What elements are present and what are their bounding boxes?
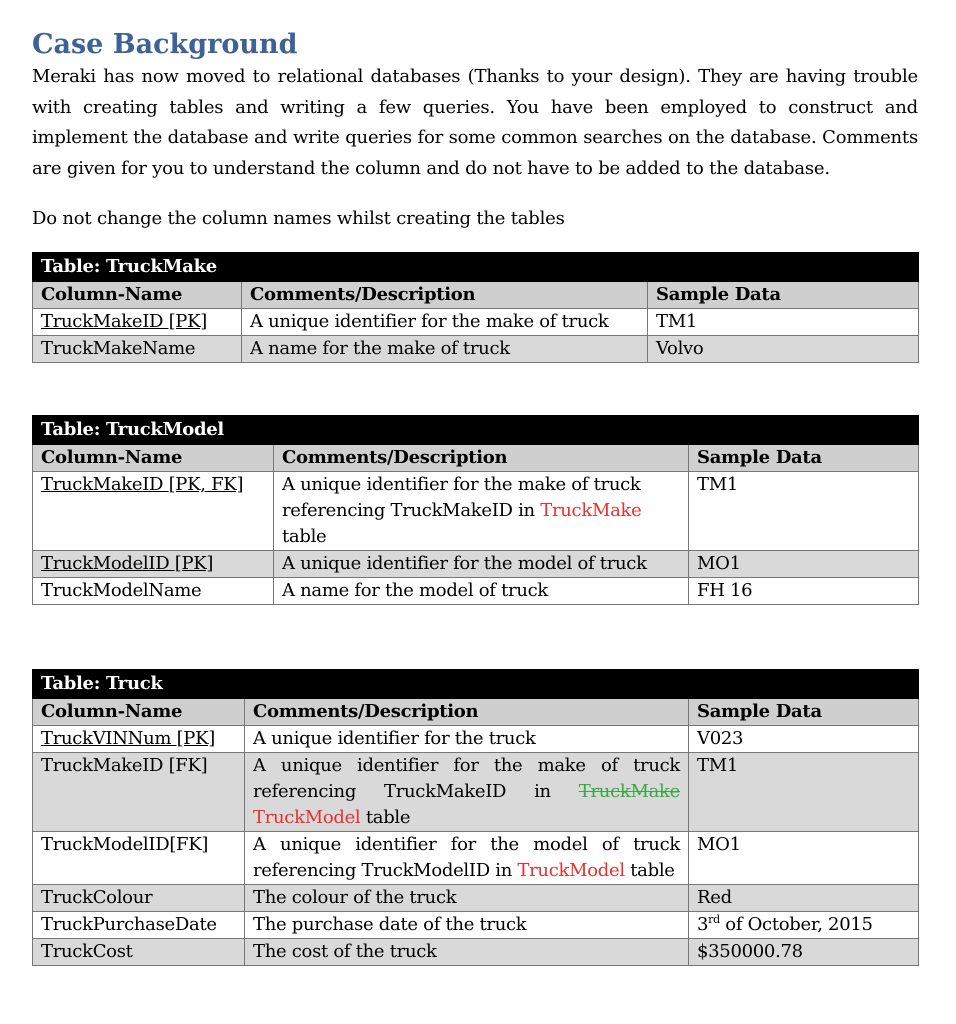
- description-cell: [245, 832, 689, 885]
- sample-cell: Volvo: [648, 336, 919, 363]
- header-sample: Sample Data: [689, 445, 919, 472]
- description-text: table: [360, 807, 411, 828]
- table-row: [33, 336, 919, 363]
- description-text: table: [624, 860, 675, 881]
- table-row: [33, 472, 919, 551]
- sample-cell: MO1: [689, 832, 919, 885]
- intro-paragraph: Meraki has now moved to relational databases (Thanks to your design). They are having trouble with creating tables and writing a few queries. You have been employed to construct and implement the database and write queries for some common searches on the database. Comments are given for you to understand the column and do not have to be added to the database.: [32, 66, 918, 179]
- description-cell: [245, 753, 689, 832]
- sample-cell: [689, 912, 919, 939]
- description-text: table: [282, 526, 327, 547]
- description-cell: A name for the model of truck: [274, 578, 689, 605]
- header-comments: Comments/Description: [242, 282, 648, 309]
- table-title: Table: Truck: [33, 670, 919, 699]
- column-name-cell: TruckCost: [33, 939, 245, 966]
- table-title: Table: TruckMake: [33, 253, 919, 282]
- reference-table-name: TruckMake: [540, 500, 642, 521]
- document: [32, 28, 918, 966]
- header-sample: Sample Data: [689, 699, 919, 726]
- description-cell: The purchase date of the truck: [245, 912, 689, 939]
- column-name-cell: TruckMakeName: [33, 336, 242, 363]
- sample-cell: FH 16: [689, 578, 919, 605]
- description-cell: [274, 472, 689, 551]
- header-sample: Sample Data: [648, 282, 919, 309]
- sample-date-rest: of October, 2015: [719, 914, 873, 935]
- description-cell: The cost of the truck: [245, 939, 689, 966]
- column-name-cell: TruckColour: [33, 885, 245, 912]
- description-text: A unique identifier for the model of truck referencing TruckModelID in: [253, 834, 680, 881]
- description-text: A unique identifier for the make of truck referencing TruckMakeID in: [253, 755, 680, 802]
- description-cell: A unique identifier for the make of truck: [242, 309, 648, 336]
- sample-cell: MO1: [689, 551, 919, 578]
- header-column-name: Column-Name: [33, 445, 274, 472]
- struck-reference-name: TruckMake: [578, 781, 680, 802]
- truckmake-table: [32, 252, 919, 363]
- table-row: [33, 726, 919, 753]
- table-row: [33, 753, 919, 832]
- table-row: [33, 578, 919, 605]
- column-name-cell: TruckModelName: [33, 578, 274, 605]
- description-cell: A unique identifier for the truck: [245, 726, 689, 753]
- column-name-cell: TruckMakeID [PK, FK]: [33, 472, 274, 551]
- description-cell: The colour of the truck: [245, 885, 689, 912]
- sample-cell: TM1: [689, 753, 919, 832]
- column-name-cell: TruckModelID[FK]: [33, 832, 245, 885]
- table-row: [33, 912, 919, 939]
- case-background-heading: Case Background: [32, 29, 298, 60]
- table-row: [33, 832, 919, 885]
- sample-cell: V023: [689, 726, 919, 753]
- table-row: [33, 551, 919, 578]
- description-cell: A unique identifier for the model of truck: [274, 551, 689, 578]
- sample-cell: TM1: [689, 472, 919, 551]
- table-row: [33, 939, 919, 966]
- column-name-cell: TruckPurchaseDate: [33, 912, 245, 939]
- reference-table-name: TruckModel: [253, 807, 361, 828]
- reference-table-name: TruckModel: [517, 860, 625, 881]
- header-comments: Comments/Description: [245, 699, 689, 726]
- truck-table: [32, 669, 919, 966]
- sample-ordinal: rd: [708, 913, 720, 926]
- description-text: A unique identifier for the make of truck referencing TruckMakeID in: [282, 474, 641, 521]
- table-row: [33, 309, 919, 336]
- truckmodel-table: [32, 415, 919, 605]
- sample-cell: $350000.78: [689, 939, 919, 966]
- table-title: Table: TruckModel: [33, 416, 919, 445]
- description-cell: A name for the make of truck: [242, 336, 648, 363]
- table-row: [33, 885, 919, 912]
- column-name-cell: TruckVINNum [PK]: [33, 726, 245, 753]
- column-name-cell: TruckMakeID [PK]: [33, 309, 242, 336]
- column-name-cell: TruckModelID [PK]: [33, 551, 274, 578]
- sample-cell: TM1: [648, 309, 919, 336]
- column-name-cell: TruckMakeID [FK]: [33, 753, 245, 832]
- sample-day: 3: [697, 914, 709, 935]
- sample-cell: Red: [689, 885, 919, 912]
- header-column-name: Column-Name: [33, 699, 245, 726]
- column-name-note: Do not change the column names whilst creating the tables: [32, 208, 565, 229]
- header-column-name: Column-Name: [33, 282, 242, 309]
- header-comments: Comments/Description: [274, 445, 689, 472]
